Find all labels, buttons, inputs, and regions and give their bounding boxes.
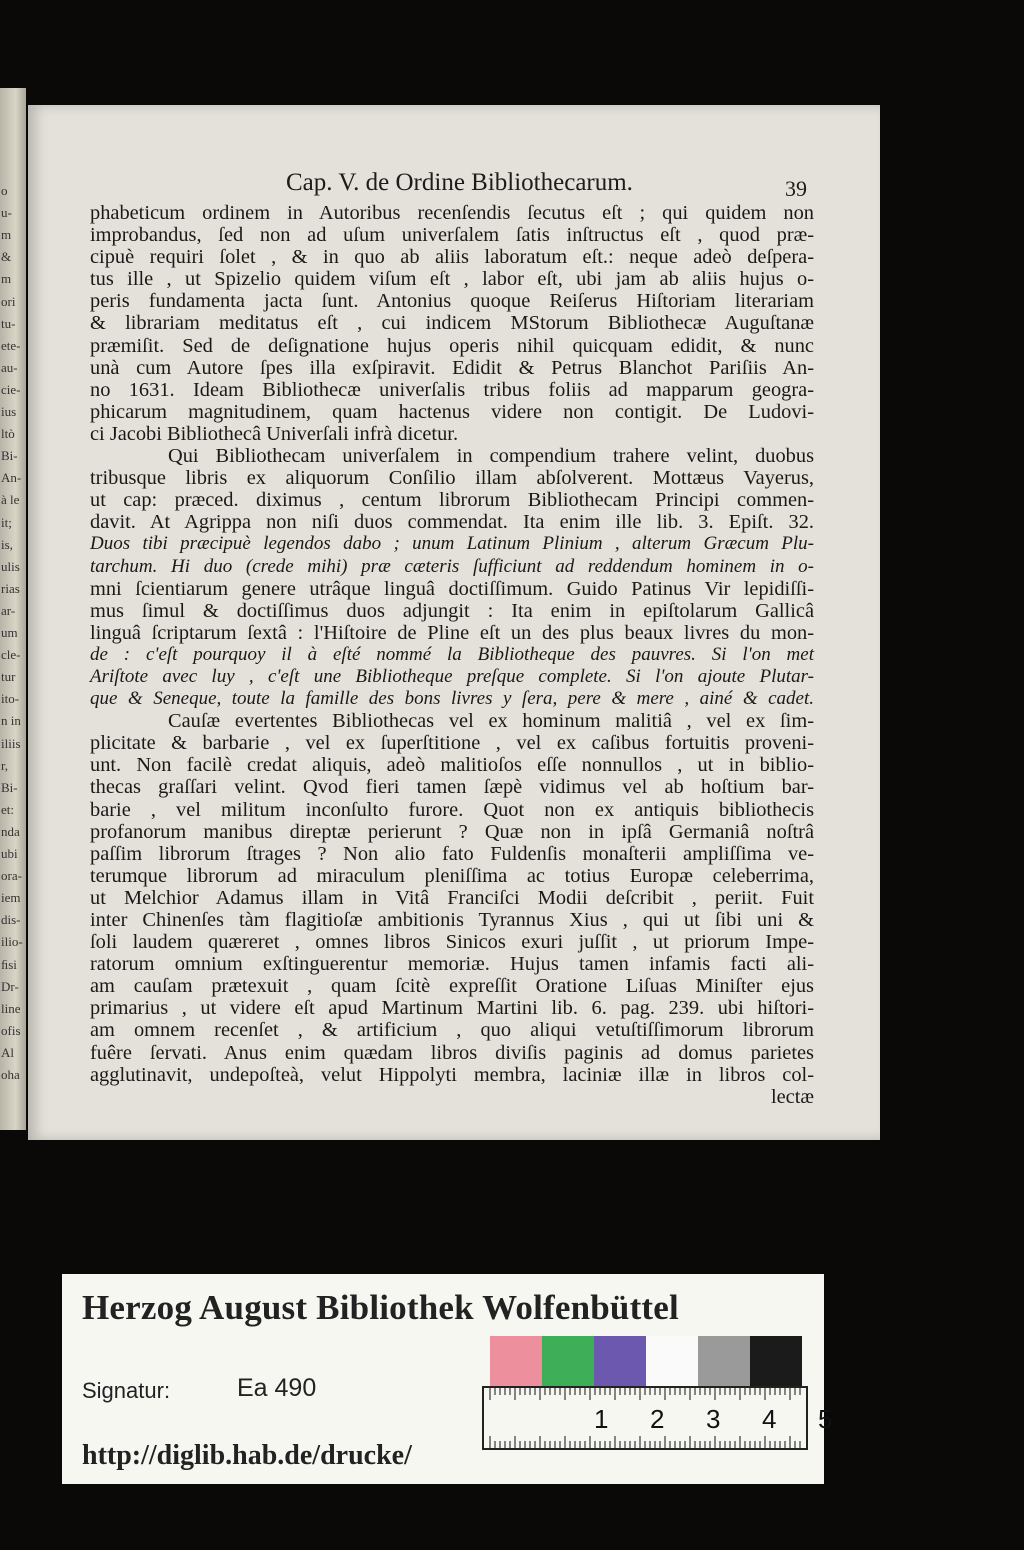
margin-fragment: ar-	[1, 602, 16, 618]
margin-fragment: dis-	[1, 912, 21, 928]
margin-fragment: Dr-	[1, 978, 19, 994]
text-line: terumque librorum ad miraculum pleniſſima ac totius Europæ celeberrima,	[90, 864, 814, 887]
text-line: Qui Bibliothecam univerſalem in compendium trahere velint, duobus	[168, 445, 814, 468]
color-calibration-bar	[490, 1336, 802, 1388]
text-line: & librariam meditatus eſt , cui indicem MStorum Bibliothecæ Auguſtanæ	[90, 312, 814, 335]
margin-fragment: ofis	[1, 1022, 21, 1038]
margin-fragment: ora-	[1, 868, 22, 884]
body-text	[90, 202, 814, 1108]
margin-fragment: Al	[1, 1044, 14, 1060]
margin-fragment: tur	[1, 669, 16, 685]
margin-fragment: r,	[1, 757, 9, 773]
margin-fragment: Bi-	[1, 779, 18, 795]
text-line: mni ſcientiarum genere utrâque linguâ doctiſſimum. Guido Patinus Vir lepidiſſi-	[90, 577, 814, 600]
text-line: cipuè requiri ſolet , & in quo ab aliis laboratum eſt.: neque adeò deſpera-	[90, 246, 814, 269]
ruler-number: 2	[650, 1404, 665, 1434]
margin-fragment: tu-	[1, 315, 16, 331]
margin-fragment: u-	[1, 205, 12, 221]
ruler-number: 3	[706, 1404, 721, 1434]
text-line: am omnem recenſet , & artificium , quo aliqui vetuſtiſſimorum librorum	[90, 1019, 814, 1042]
margin-fragment: it;	[1, 514, 12, 530]
text-line: tus ille , ut Spizelio quidem viſum eſt , labor eſt, ubi jam ab aliis hujus o-	[90, 268, 814, 291]
margin-fragment: ius	[1, 404, 17, 419]
text-line: ut cap: præced. diximus , centum librorum Bibliothecam Principi commen-	[90, 489, 814, 512]
ruler-number: 5	[818, 1404, 833, 1434]
text-line: tarchum. Hi duo (crede mihi) præ cæteris ſufficiunt ad reddendum hominem in o-	[90, 555, 814, 577]
margin-fragment: &	[1, 249, 12, 265]
margin-fragment: is,	[1, 536, 13, 552]
margin-fragment: oha	[1, 1067, 20, 1082]
color-swatch	[542, 1336, 594, 1388]
text-line: que & Seneque, toute la famille des bons livres y ſera, pere & mere , ainé & cadet.	[90, 688, 814, 710]
margin-fragment: um	[1, 625, 18, 640]
text-line: phicarum magnitudinem, quam hactenus videre non contigit. De Ludovi-	[90, 400, 814, 423]
margin-fragment: ito-	[1, 691, 20, 707]
margin-fragment: An-	[1, 470, 22, 486]
text-line: unt. Non facilè credat aliquis, adeò malitioſos eſſe nonnullos , ut in biblio-	[90, 754, 814, 777]
ruler-number: 1	[594, 1404, 609, 1434]
margin-fragment: ltò	[1, 426, 15, 442]
color-swatch	[490, 1336, 542, 1388]
margin-fragment: m	[1, 271, 12, 287]
margin-fragment: line	[1, 1000, 21, 1016]
text-line: thecas graſſari velint. Qvod fieri tamen ſæpè vidimus vel ab hoſtium bar-	[90, 776, 814, 799]
margin-fragment: iem	[1, 890, 21, 906]
text-line: ratorum omnium exſtinguerentur memoriæ. Hujus tamen infamis facti ali-	[90, 953, 814, 976]
text-line: no 1631. Ideam Bibliothecæ univerſalis tribus foliis ad mapparum geogra-	[90, 378, 814, 401]
library-label	[62, 1274, 833, 1484]
margin-fragment: ulis	[1, 558, 20, 574]
color-swatch	[594, 1336, 646, 1388]
margin-fragment: au-	[1, 359, 18, 375]
ruler-number: 4	[762, 1404, 777, 1434]
margin-fragment: n in	[1, 713, 21, 729]
text-line: Ariſtote avec luy , c'eſt une Bibliotheque preſque complete. Si l'on ajoute Plutar-	[90, 665, 814, 687]
margin-fragment: cle-	[1, 647, 21, 663]
text-line: lectæ	[770, 1085, 814, 1108]
text-line: improbandus, ſed non ad uſum univerſalem ſatis inſtructus eſt , quod præ-	[90, 224, 814, 247]
text-line: ci Jacobi Bibliothecâ Univerſali infrà dicetur.	[90, 422, 459, 445]
text-line: barie , vel militum inconſulto furore. Quot non ex antiquis bibliothecis	[90, 798, 814, 821]
text-line: mus ſimul & doctiſſimus duos adjungit : Ita enim in epiſtolarum Gallicâ	[90, 599, 814, 622]
margin-fragment: ﬁsi	[1, 956, 17, 972]
margin-fragment: cie-	[1, 381, 21, 397]
margin-fragment: iliis	[1, 735, 21, 751]
margin-fragment: o	[1, 183, 8, 198]
margin-fragment: ori	[1, 293, 16, 309]
margin-fragment: Bi-	[1, 448, 18, 464]
library-url: http://diglib.hab.de/drucke/	[82, 1440, 412, 1471]
color-swatch	[698, 1336, 750, 1388]
page-number: 39	[785, 176, 807, 201]
margin-fragment: nda	[1, 823, 20, 839]
text-line: phabeticum ordinem in Autoribus recenſendis ſecutus eſt ; qui quidem non	[90, 202, 814, 224]
text-line: de : c'eſt pourquoy il à eſté nommé la Bibliotheque des pauvres. Si l'on met	[90, 643, 814, 665]
margin-fragment: ilio-	[1, 934, 23, 950]
color-swatch	[750, 1336, 802, 1388]
text-line: fuêre ſervati. Anus enim quædam libros diviſis paginis ad domus parietes	[90, 1041, 814, 1064]
text-line: ut Melchior Adamus illam in Vitâ Franciſci Modii deſcribit , periit. Fuit	[90, 886, 814, 909]
book-page	[28, 105, 880, 1140]
text-line: ſoli laudem quæreret , omnes libros Sinicos exuri juſſit , ut priorum Impe-	[90, 931, 814, 954]
margin-fragment: m	[1, 227, 12, 243]
text-line: primarius , ut videre eſt apud Martinum Martini lib. 6. pag. 239. ubi hiſtori-	[90, 997, 814, 1020]
margin-fragment: rias	[1, 580, 20, 596]
text-line: profanorum manibus direptæ perierunt ? Quæ non in ipſâ Germaniâ noſtrâ	[90, 820, 814, 843]
text-line: Cauſæ evertentes Bibliothecas vel ex hominum malitiâ , vel ex ſim-	[168, 710, 814, 733]
signatur-label: Signatur:	[82, 1378, 171, 1403]
text-line: tribusque libris ex aliquorum Conſilio illam abſolverent. Mottæus Vayerus,	[90, 467, 814, 490]
text-line: inter Chinenſes tàm flagitioſæ ambitionis Tyrannus Xius , qui ut ſibi uni &	[90, 909, 814, 931]
text-line: davit. At Agrippa non niſi duos commendat. Ita enim ille lib. 3. Epiſt. 32.	[90, 511, 814, 534]
text-line: linguâ ſcriptarum ſextâ : l'Hiſtoire de Pline eſt un des plus beaux livres du mon-	[90, 621, 814, 644]
text-line: unà cum Autore ſpes illa exſpiravit. Edidit & Petrus Blanchot Pariſiis An-	[90, 356, 814, 379]
text-line: paſſim librorum ſtrages ? Non alio fato Fuldenſis monaſterii ampliſſima ve-	[90, 842, 814, 865]
color-swatch	[646, 1336, 698, 1388]
margin-fragment: à le	[1, 492, 20, 508]
margin-fragment: et:	[1, 801, 14, 817]
ruler-ticks	[484, 1388, 806, 1448]
margin-fragment: ubi	[1, 846, 18, 861]
text-line: peris fundamenta jacta ſunt. Antonius quoque Reiſerus Hiſtoriam literariam	[90, 290, 814, 313]
adjacent-page-edge	[0, 88, 26, 1130]
running-header: Cap. V. de Ordine Bibliothecarum.	[286, 169, 633, 196]
text-line: præmiſit. Sed de deſignatione hujus operis nihil quicquam edidit, & nunc	[90, 334, 814, 357]
text-line: Duos tibi præcipuè legendos dabo ; unum Latinum Plinium , alterum Græcum Plu-	[90, 533, 814, 555]
text-line: am cauſam prætexuit , quam ſcitè expreſſit Oratione Liſuas Miniſter ejus	[90, 975, 814, 998]
text-line: plicitate & barbarie , vel ex ſuperſtitione , vel ex caſibus fortuitis proveni-	[90, 732, 814, 755]
text-line: agglutinavit, undepoſteà, velut Hippolyti membra, laciniæ illæ in libros col-	[90, 1063, 814, 1086]
signatur-value: Ea 490	[237, 1374, 317, 1402]
margin-fragment: ete-	[1, 337, 21, 353]
library-name: Herzog August Bibliothek Wolfenbüttel	[82, 1288, 679, 1327]
measurement-ruler	[482, 1386, 833, 1450]
